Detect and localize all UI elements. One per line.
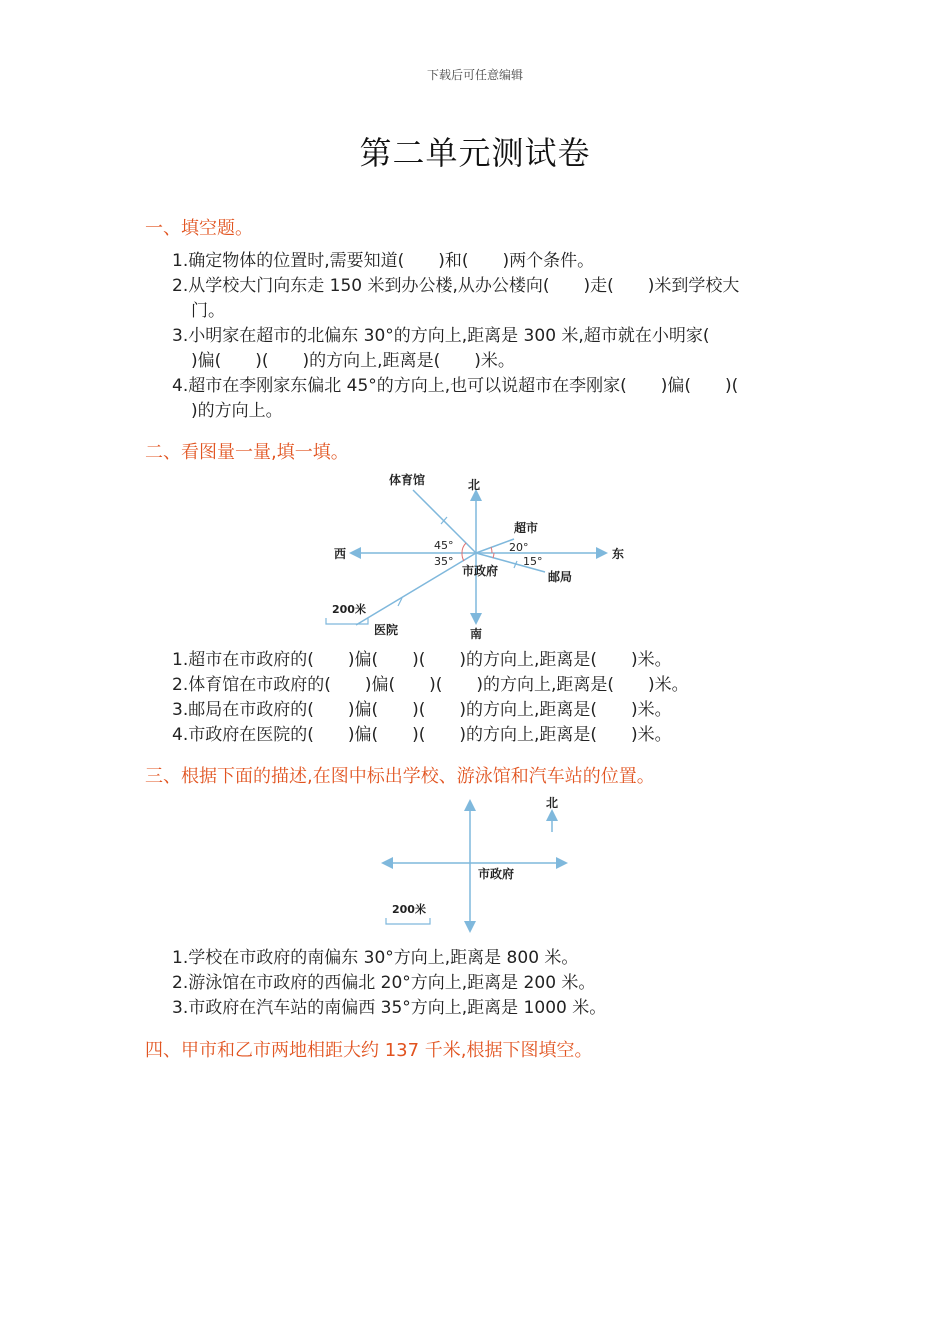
section1-question-3 [172, 324, 812, 374]
direction-diagram-2 [0, 790, 950, 940]
label-supermarket: 超市 [514, 521, 539, 535]
section1-question-4-line2: )的方向上。 [191, 401, 283, 421]
section2-question-3: 3.邮局在市政府的( )偏( )( )的方向上,距离是( )米。 [172, 700, 672, 720]
section2-question-4: 4.市政府在医院的( )偏( )( )的方向上,距离是( )米。 [172, 725, 672, 745]
section3-heading: 三、根据下面的描述,在图中标出学校、游泳馆和汽车站的位置。 [145, 766, 655, 787]
label-east: 东 [612, 547, 625, 561]
section3-question-2: 2.游泳馆在市政府的西偏北 20°方向上,距离是 200 米。 [172, 973, 596, 993]
label-angle-35: 35° [434, 555, 454, 568]
label-angle-45: 45° [434, 539, 454, 552]
section2-question-1: 1.超市在市政府的( )偏( )( )的方向上,距离是( )米。 [172, 650, 672, 670]
label-hospital: 医院 [374, 623, 399, 637]
section2-question-2: 2.体育馆在市政府的( )偏( )( )的方向上,距离是( )米。 [172, 675, 689, 695]
section1-heading: 一、填空题。 [145, 218, 253, 239]
section1-question-3-line1: 3.小明家在超市的北偏东 30°的方向上,距离是 300 米,超市就在小明家( [172, 326, 710, 346]
label-angle-20: 20° [509, 541, 529, 554]
ray-hospital [356, 553, 476, 625]
section2-heading: 二、看图量一量,填一填。 [145, 442, 349, 463]
label2-city-hall: 市政府 [478, 867, 515, 881]
label-city-hall: 市政府 [462, 564, 499, 578]
section3-question-3: 3.市政府在汽车站的南偏西 35°方向上,距离是 1000 米。 [172, 998, 607, 1018]
section1-question-2-line2: 门。 [191, 301, 225, 321]
section1-question-4 [172, 374, 812, 424]
label2-scale: 200米 [392, 903, 426, 916]
section1-question-3-line2: )偏( )( )的方向上,距离是( )米。 [191, 351, 515, 371]
section1-question-2 [172, 274, 812, 324]
direction-diagram-1 [0, 462, 950, 642]
label-post-office: 邮局 [548, 570, 573, 584]
label2-north: 北 [546, 796, 559, 810]
label-scale: 200米 [332, 603, 366, 616]
section1-question-4-line1: 4.超市在李刚家东偏北 45°的方向上,也可以说超市在李刚家( )偏( )( [172, 376, 739, 396]
arc-45 [462, 543, 466, 553]
section1-question-2-line1: 2.从学校大门向东走 150 米到办公楼,从办公楼向( )走( )米到学校大 [172, 276, 740, 296]
label-angle-15: 15° [523, 555, 543, 568]
section3-question-1: 1.学校在市政府的南偏东 30°方向上,距离是 800 米。 [172, 948, 579, 968]
label-gym: 体育馆 [389, 473, 426, 487]
page-title: 第二单元测试卷 [359, 134, 591, 172]
section1-question-1: 1.确定物体的位置时,需要知道( )和( )两个条件。 [172, 251, 595, 271]
label-west: 西 [334, 547, 347, 561]
scale-bar-2 [386, 918, 430, 924]
label-south: 南 [470, 627, 483, 641]
arc-35 [462, 553, 464, 561]
label-north: 北 [468, 478, 481, 492]
section4-heading: 四、甲市和乙市两地相距大约 137 千米,根据下图填空。 [145, 1040, 593, 1061]
watermark: 下载后可任意编辑 [426, 68, 523, 82]
